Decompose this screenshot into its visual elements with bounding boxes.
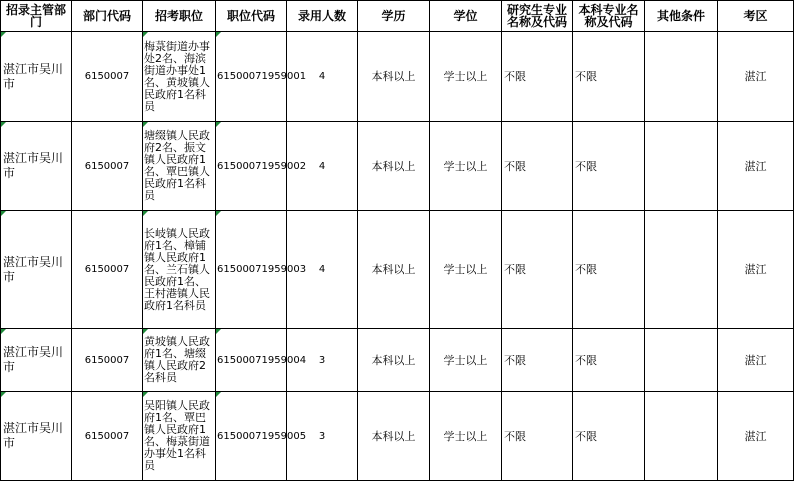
- header-hire-count[interactable]: 录用人数: [287, 1, 358, 32]
- cell-undergrad-major[interactable]: 不限: [573, 211, 645, 329]
- cell-position[interactable]: 黄坡镇人民政府1名、塘缀镇人民政府2名科员: [143, 329, 216, 392]
- header-grad-major[interactable]: 研究生专业名称及代码: [502, 1, 573, 32]
- table-row: [1, 32, 794, 122]
- table-row: [1, 392, 794, 481]
- cell-dept[interactable]: 湛江市吴川市: [1, 122, 72, 211]
- header-exam-area[interactable]: 考区: [718, 1, 794, 32]
- cell-education[interactable]: 本科以上: [358, 211, 430, 329]
- cell-other[interactable]: [645, 329, 718, 392]
- cell-position-code[interactable]: 61500071959001: [216, 32, 287, 122]
- cell-grad-major[interactable]: 不限: [502, 32, 573, 122]
- cell-other[interactable]: [645, 122, 718, 211]
- header-undergrad-major[interactable]: 本科专业名称及代码: [573, 1, 645, 32]
- cell-exam-area[interactable]: 湛江: [718, 32, 794, 122]
- cell-education[interactable]: 本科以上: [358, 122, 430, 211]
- cell-grad-major[interactable]: 不限: [502, 122, 573, 211]
- cell-position-code[interactable]: 61500071959005: [216, 392, 287, 481]
- cell-undergrad-major[interactable]: 不限: [573, 329, 645, 392]
- header-education[interactable]: 学历: [358, 1, 430, 32]
- header-dept[interactable]: 招录主管部门: [1, 1, 72, 32]
- cell-other[interactable]: [645, 211, 718, 329]
- header-position[interactable]: 招考职位: [143, 1, 216, 32]
- cell-hire-count[interactable]: 4: [287, 32, 358, 122]
- cell-degree[interactable]: 学士以上: [430, 392, 502, 481]
- table-row: [1, 211, 794, 329]
- cell-hire-count[interactable]: 3: [287, 392, 358, 481]
- cell-grad-major[interactable]: 不限: [502, 211, 573, 329]
- cell-degree[interactable]: 学士以上: [430, 122, 502, 211]
- table-row: [1, 122, 794, 211]
- cell-position[interactable]: 长岐镇人民政府1名、樟铺镇人民政府1名、兰石镇人民政府1名、王村港镇人民政府1名科员: [143, 211, 216, 329]
- cell-education[interactable]: 本科以上: [358, 329, 430, 392]
- cell-dept[interactable]: 湛江市吴川市: [1, 392, 72, 481]
- cell-position-code[interactable]: 61500071959002: [216, 122, 287, 211]
- cell-grad-major[interactable]: 不限: [502, 392, 573, 481]
- cell-hire-count[interactable]: 3: [287, 329, 358, 392]
- cell-hire-count[interactable]: 4: [287, 211, 358, 329]
- cell-dept-code[interactable]: 6150007: [72, 392, 143, 481]
- cell-exam-area[interactable]: 湛江: [718, 211, 794, 329]
- cell-other[interactable]: [645, 392, 718, 481]
- cell-dept-code[interactable]: 6150007: [72, 32, 143, 122]
- cell-undergrad-major[interactable]: 不限: [573, 122, 645, 211]
- cell-other[interactable]: [645, 32, 718, 122]
- cell-dept[interactable]: 湛江市吴川市: [1, 211, 72, 329]
- cell-position-code[interactable]: 61500071959003: [216, 211, 287, 329]
- cell-position-code[interactable]: 61500071959004: [216, 329, 287, 392]
- cell-dept-code[interactable]: 6150007: [72, 122, 143, 211]
- cell-dept[interactable]: 湛江市吴川市: [1, 32, 72, 122]
- cell-position[interactable]: 吴阳镇人民政府1名、覃巴镇人民政府1名、梅菉街道办事处1名科员: [143, 392, 216, 481]
- cell-dept[interactable]: 湛江市吴川市: [1, 329, 72, 392]
- cell-education[interactable]: 本科以上: [358, 32, 430, 122]
- cell-undergrad-major[interactable]: 不限: [573, 32, 645, 122]
- cell-undergrad-major[interactable]: 不限: [573, 392, 645, 481]
- cell-education[interactable]: 本科以上: [358, 392, 430, 481]
- cell-grad-major[interactable]: 不限: [502, 329, 573, 392]
- header-other[interactable]: 其他条件: [645, 1, 718, 32]
- header-row: [1, 1, 794, 32]
- cell-exam-area[interactable]: 湛江: [718, 392, 794, 481]
- cell-degree[interactable]: 学士以上: [430, 32, 502, 122]
- cell-dept-code[interactable]: 6150007: [72, 329, 143, 392]
- cell-exam-area[interactable]: 湛江: [718, 122, 794, 211]
- header-position-code[interactable]: 职位代码: [216, 1, 287, 32]
- cell-degree[interactable]: 学士以上: [430, 329, 502, 392]
- table-row: [1, 329, 794, 392]
- cell-position[interactable]: 梅菉街道办事处2名、海滨街道办事处1名、黄坡镇人民政府1名科员: [143, 32, 216, 122]
- header-degree[interactable]: 学位: [430, 1, 502, 32]
- header-dept-code[interactable]: 部门代码: [72, 1, 143, 32]
- cell-dept-code[interactable]: 6150007: [72, 211, 143, 329]
- cell-hire-count[interactable]: 4: [287, 122, 358, 211]
- cell-position[interactable]: 塘缀镇人民政府2名、振文镇人民政府1名、覃巴镇人民政府1名科员: [143, 122, 216, 211]
- cell-exam-area[interactable]: 湛江: [718, 329, 794, 392]
- cell-degree[interactable]: 学士以上: [430, 211, 502, 329]
